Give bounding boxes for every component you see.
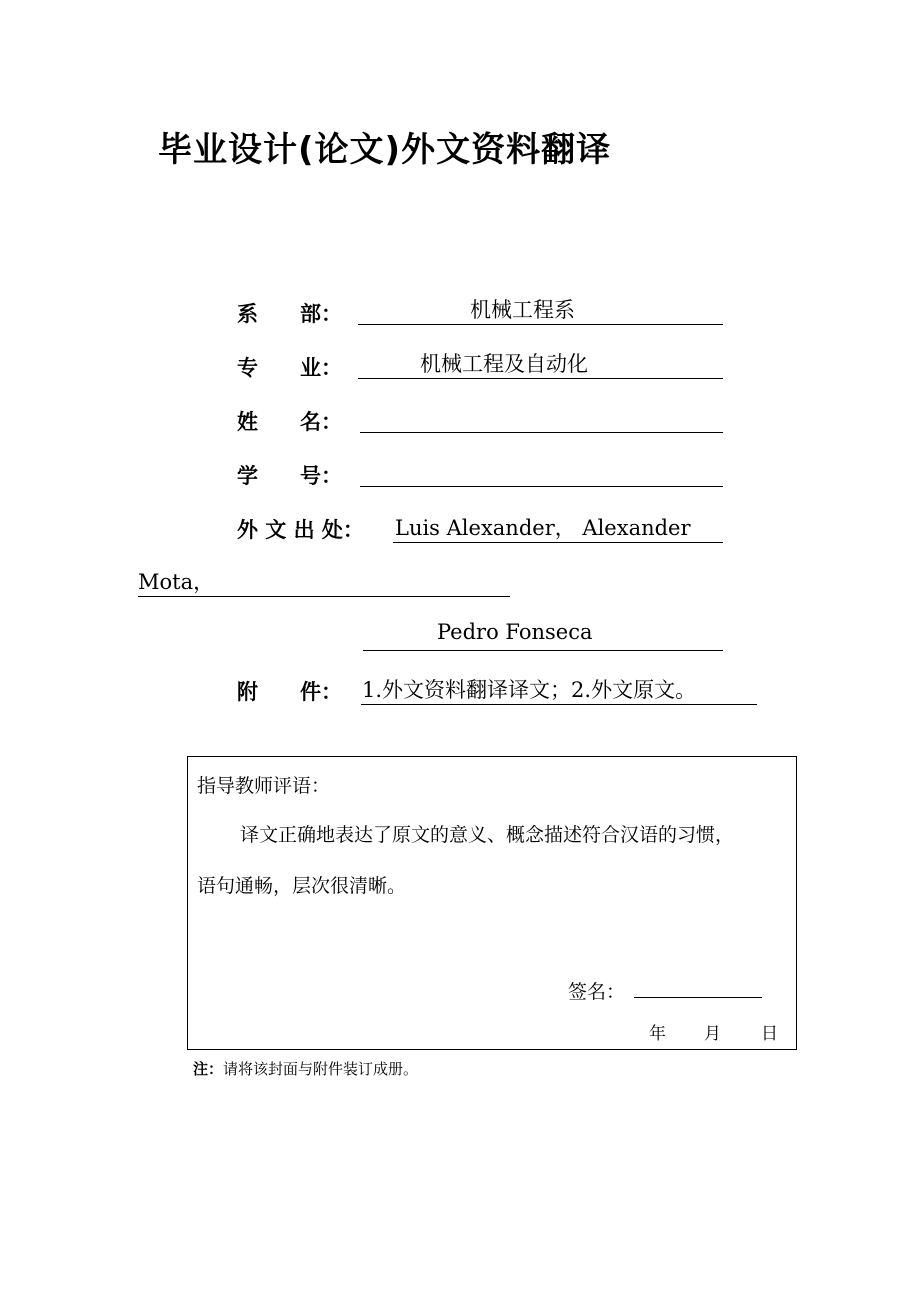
department-label: 系 部： bbox=[237, 302, 342, 326]
comment-text-line2: 语句通畅，层次很清晰。 bbox=[197, 875, 407, 897]
attachment-field bbox=[361, 674, 757, 705]
major-label: 专 业： bbox=[237, 356, 342, 380]
source-value-line1: Luis Alexander， Alexander bbox=[395, 516, 691, 540]
date-year: 年 bbox=[649, 1024, 666, 1044]
name-label: 姓 名： bbox=[237, 410, 342, 434]
department-field bbox=[358, 294, 723, 325]
attachment-label: 附 件： bbox=[237, 680, 342, 704]
document-title: 毕业设计(论文)外文资料翻译 bbox=[158, 130, 612, 170]
source-field-line2 bbox=[138, 566, 510, 597]
source-value-line2: Mota， bbox=[138, 570, 215, 594]
date-day: 日 bbox=[761, 1024, 778, 1044]
source-field-line3 bbox=[363, 620, 723, 651]
source-field-line1 bbox=[393, 512, 723, 543]
major-field bbox=[358, 348, 723, 379]
source-value-line3: Pedro Fonseca bbox=[437, 620, 593, 644]
note-text: 请将该封面与附件装订成册。 bbox=[223, 1060, 419, 1078]
signature-line bbox=[634, 997, 762, 998]
source-label: 外 文 出 处： bbox=[237, 518, 364, 542]
attachment-value: 1.外文资料翻译译文；2.外文原文。 bbox=[362, 678, 697, 702]
advisor-comment-box bbox=[187, 756, 797, 1050]
signature-label: 签名： bbox=[568, 981, 626, 1003]
date-month: 月 bbox=[704, 1024, 721, 1044]
student-id-field bbox=[360, 456, 723, 487]
student-id-label: 学 号： bbox=[237, 464, 342, 488]
note-prefix: 注： bbox=[193, 1060, 224, 1078]
name-field bbox=[360, 402, 723, 433]
major-value: 机械工程及自动化 bbox=[420, 352, 588, 376]
footer-note bbox=[193, 1058, 418, 1079]
comment-heading: 指导教师评语： bbox=[197, 775, 331, 797]
comment-text-line1: 译文正确地表达了原文的意义、概念描述符合汉语的习惯， bbox=[240, 824, 735, 846]
department-value: 机械工程系 bbox=[470, 298, 575, 322]
